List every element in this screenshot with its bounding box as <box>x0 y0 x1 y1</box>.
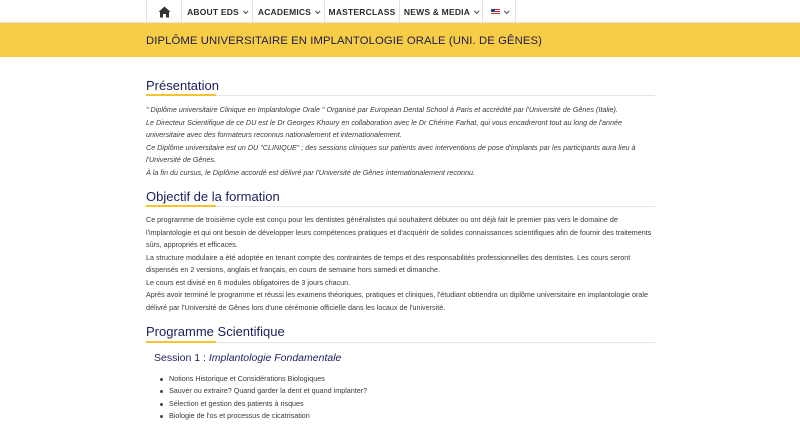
chevron-down-icon <box>315 8 321 14</box>
heading-underline <box>146 94 216 96</box>
list-item: Sélection et gestion des patients à risques <box>156 398 367 410</box>
nav-news-media[interactable] <box>399 0 482 23</box>
divider <box>146 342 655 343</box>
list-item: Notions Historique et Considérations Biologiques <box>156 373 367 385</box>
presentation-heading: Présentation <box>146 78 219 93</box>
list-item: Sauver ou extraire? Quand garder la dent et quand implanter? <box>156 385 367 397</box>
objectif-text <box>146 214 658 314</box>
top-navigation <box>0 0 800 23</box>
nav-about-eds-label: ABOUT EDS <box>187 6 239 17</box>
language-selector[interactable] <box>482 0 516 23</box>
nav-masterclass[interactable] <box>324 0 399 23</box>
session-topics-list <box>156 373 367 422</box>
home-icon <box>158 6 171 18</box>
presentation-line: " Diplôme universitaire Clinique en Implantologie Orale " Organisé par European Dental School à Paris et accrédité par l'Université de Gênes (Italie). <box>146 105 618 114</box>
session-number: Session 1 : <box>154 352 209 364</box>
heading-underline <box>146 205 216 207</box>
presentation-line: Ce Diplôme universitaire est un DU "CLINIQUE" ; des sessions cliniques sur patients avec interventions de pose d'implants par les participants aura lieu à l'Université de Gênes. <box>146 142 636 164</box>
presentation-text <box>146 104 658 179</box>
nav-about-eds[interactable] <box>181 0 252 23</box>
session-heading <box>154 352 341 364</box>
objectif-line: La structure modulaire a été adoptée en tenant compte des contraintes de temps et des responsabilités professionnelles des dentistes. Les cours seront dispensés en 2 versions, anglais et français, en cours de semaine hors samedi et dimanche. <box>146 252 631 274</box>
chevron-down-icon <box>503 8 509 14</box>
nav-academics-label: ACADEMICS <box>257 6 312 17</box>
objectif-line: Ce programme de troisième cycle est conçu pour les dentistes généralistes qui souhaitent débuter ou ont déjà fait le premier pas vers le domaine de l'implantologie et qui ont besoin de développer leurs compétences pratiques et d'acquérir de solides connaissances scientifiques afin de fournir des traitements sûrs, appropriés et efficaces. <box>146 215 652 249</box>
presentation-line: À la fin du cursus, le Diplôme accordé est délivré par l'Université de Gênes internationalement reconnu. <box>146 167 475 177</box>
divider <box>146 206 655 207</box>
chevron-down-icon <box>474 8 480 14</box>
heading-underline <box>146 341 216 343</box>
nav-academics[interactable] <box>252 0 324 23</box>
programme-heading: Programme Scientifique <box>146 324 285 339</box>
objectif-line: Après avoir terminé le programme et réussi les examens théoriques, pratiques et cliniques, l'étudiant obtiendra un diplôme universitaire en implantologie orale délivré par l'Université de Gênes lors d'une cérémonie officielle dans les locaux de l'université. <box>146 290 648 312</box>
page-title: DIPLÔME UNIVERSITAIRE EN IMPLANTOLOGIE ORALE (UNI. DE GÊNES) <box>146 35 543 47</box>
us-flag-icon <box>491 9 500 15</box>
session-name: Implantologie Fondamentale <box>208 352 342 364</box>
objectif-heading: Objectif de la formation <box>146 189 280 204</box>
nav-news-media-label: NEWS & MEDIA <box>403 6 471 17</box>
divider <box>146 95 655 96</box>
page-title-band <box>0 23 800 57</box>
main-menu <box>146 0 516 23</box>
objectif-line: Le cours est divisé en 6 modules obligatoires de 3 jours chacun. <box>146 277 351 287</box>
chevron-down-icon <box>243 8 249 14</box>
home-button[interactable] <box>146 0 181 23</box>
list-item: Biologie de l'os et processus de cicatrisation <box>156 410 367 422</box>
nav-masterclass-label: MASTERCLASS <box>328 6 396 17</box>
presentation-line: Le Directeur Scientifique de ce DU est le Dr Georges Khoury en collaboration avec le Dr Chérine Farhat, qui vous encadreront tout au long de l'année universitaire avec des formateurs reconnus nationalement et internationalement. <box>146 117 623 139</box>
